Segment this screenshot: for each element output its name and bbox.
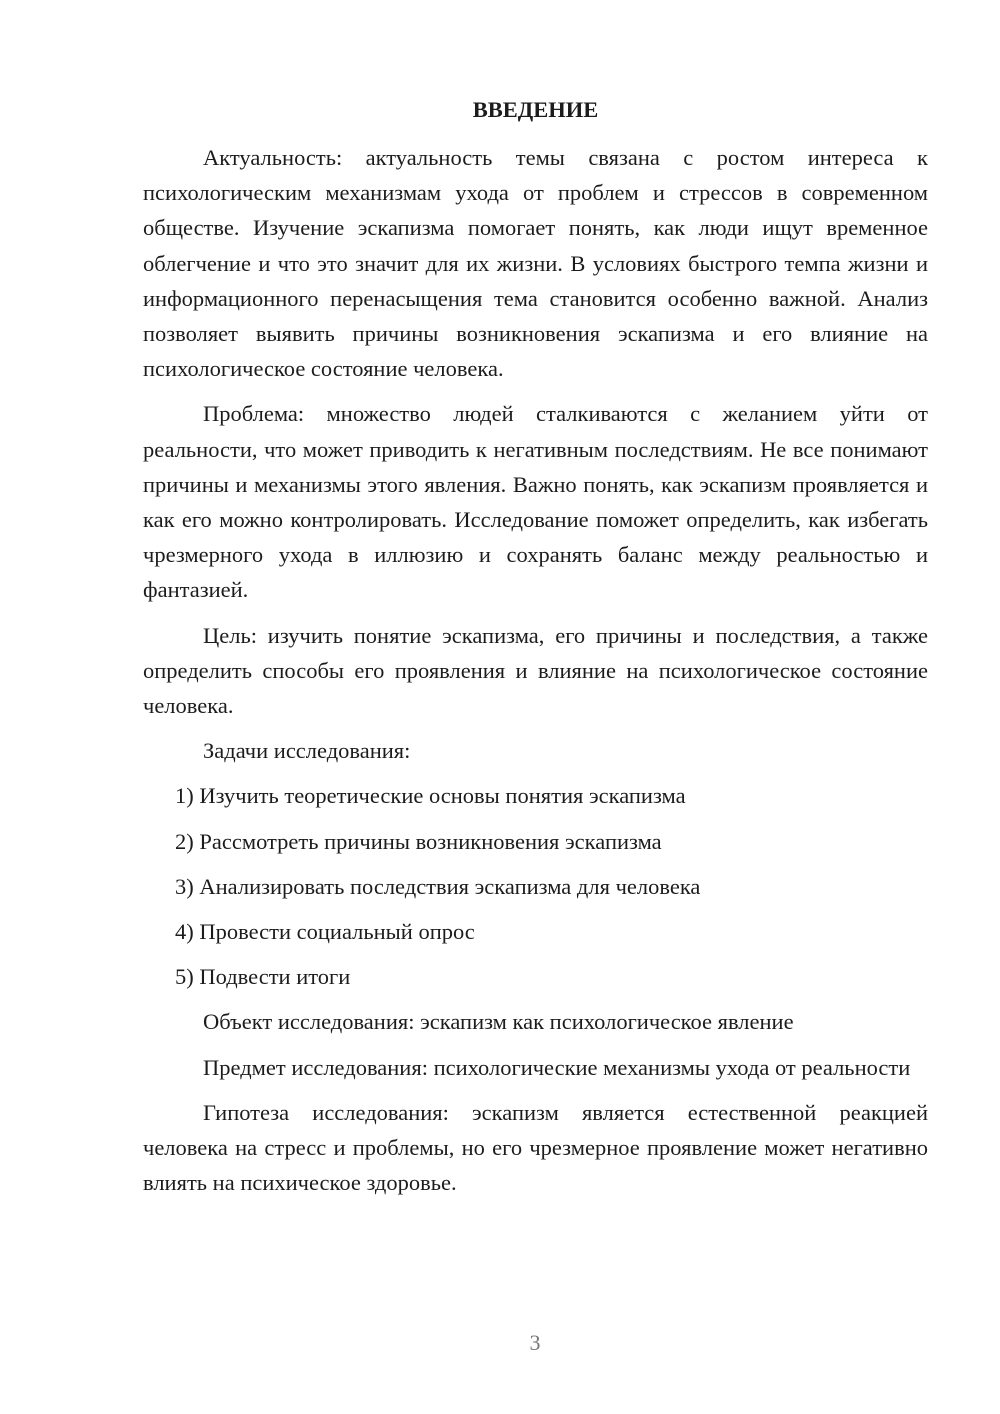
paragraph-problem: Проблема: множество людей сталкиваются с желанием уйти от реальности, что может приводить к негативным последствиям. Не все понимают причины и механизмы этого явления. Важно понять, как эскапизм проявляется и как его можно контролировать. Исследование поможет определить, как избегать чрезмерного ухода в иллюзию и сохранять баланс между реальностью и фантазией. xyxy=(143,401,928,603)
paragraph-subject: Предмет исследования: психологические механизмы ухода от реальности xyxy=(203,1054,911,1080)
paragraph-object: Объект исследования: эскапизм как психологическое явление xyxy=(203,1009,794,1035)
paragraph-relevance: Актуальность: актуальность темы связана с ростом интереса к психологическим механизмам ухода от проблем и стрессов в современном обществе. Изучение эскапизма помогает понять, как люди ищут временное облегчение и что это значит для их жизни. В условиях быстрого темпа жизни и информационного перенасыщения тема становится особенно важной. Анализ позволяет выявить причины возникновения эскапизма и его влияние на психологическое состояние человека. xyxy=(143,145,928,382)
list-item: 1) Изучить теоретические основы понятия эскапизма xyxy=(175,783,686,809)
tasks-list xyxy=(143,778,928,994)
paragraph-goal: Цель: изучить понятие эскапизма, его причины и последствия, а также определить способы его проявления и влияние на психологическое состояние человека. xyxy=(143,622,928,719)
page-number: 3 xyxy=(529,1330,541,1355)
list-item: 3) Анализировать последствия эскапизма для человека xyxy=(175,873,701,899)
list-item: 5) Подвести итоги xyxy=(175,964,351,990)
list-item: 4) Провести социальный опрос xyxy=(175,919,475,945)
paragraph-hypothesis: Гипотеза исследования: эскапизм является естественной реакцией человека на стресс и проблемы, но его чрезмерное проявление может негативно влиять на психическое здоровье. xyxy=(143,1099,928,1196)
section-heading: ВВЕДЕНИЕ xyxy=(472,97,599,122)
tasks-title: Задачи исследования: xyxy=(203,738,411,764)
list-item: 2) Рассмотреть причины возникновения эскапизма xyxy=(175,828,662,854)
document-body xyxy=(143,92,928,1210)
